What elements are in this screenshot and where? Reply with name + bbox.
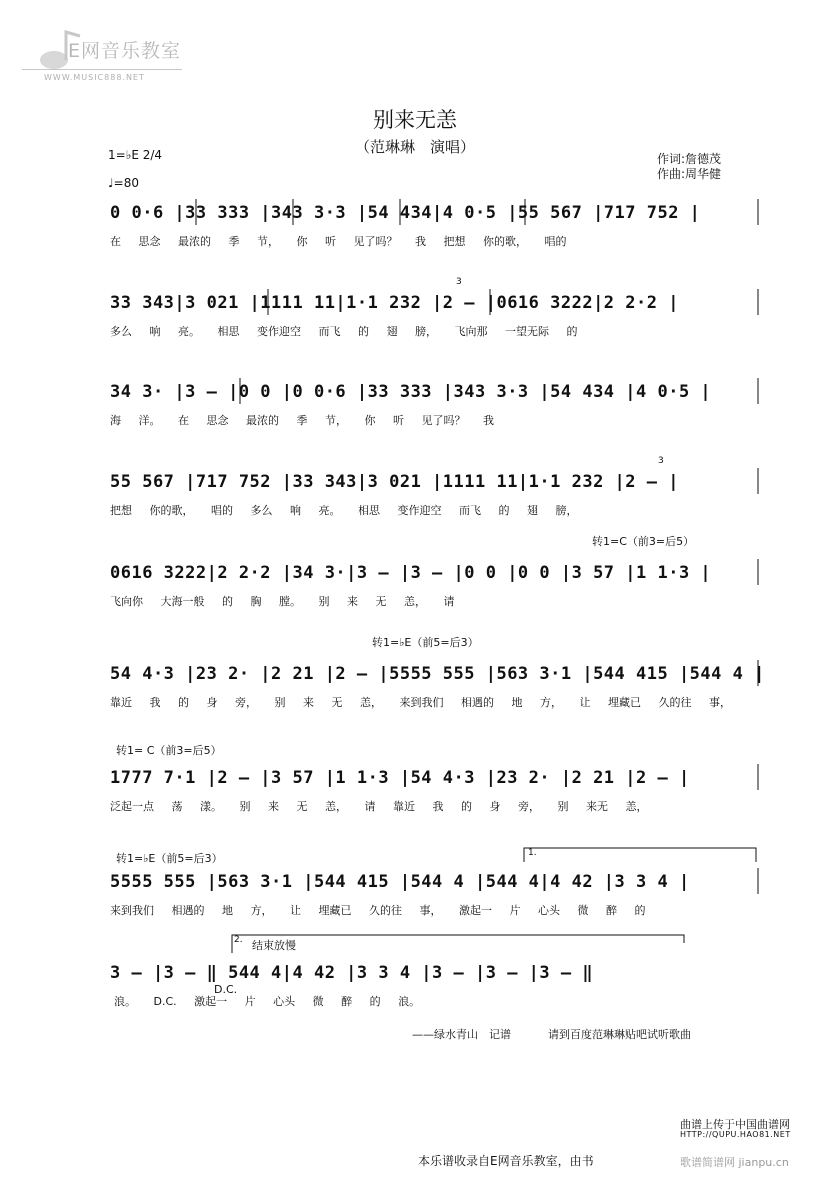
composer: 作曲:周华健 bbox=[657, 167, 722, 181]
notes: 33 343|3 021 |1111 11|1·1 232 |2 — |0616 3222|2 2·2 | bbox=[110, 293, 679, 313]
notes: 55 567 |717 752 |33 343|3 021 |1111 11|1·1 232 |2 — | bbox=[110, 472, 679, 492]
logo-divider bbox=[22, 69, 182, 70]
upload-source: 曲谱上传于中国曲谱网 bbox=[680, 1118, 790, 1131]
modulation-mark: 转1=C（前3=后5） bbox=[592, 535, 695, 548]
lyrics: 把想 你的歌， 唱的 多么 响 亮。 相思 变作迎空 而飞 的 翅 膀， bbox=[110, 504, 578, 517]
lyrics: 飞向你 大海一般 的 胸 膛。 别 来 无 恙， 请 bbox=[110, 595, 455, 608]
lyrics: 靠近 我 的 身 旁， 别 来 无 恙， 来到我们 相遇的 地 方， 让 埋藏已 久的往 事， bbox=[110, 696, 731, 709]
lyrics: 浪。 D.C. 激起一 片 心头 微 醉 的 浪。 bbox=[114, 995, 421, 1008]
volta-2-label: 2. bbox=[234, 935, 243, 945]
notes: 0616 3222|2 2·2 |34 3·|3 — |3 — |0 0 |0 0 |3 57 |1 1·3 | bbox=[110, 563, 712, 583]
score-row-3 bbox=[110, 374, 760, 464]
ending-mark: 结束放慢 bbox=[252, 939, 296, 952]
logo-url: WWW.MUSIC888.NET bbox=[44, 73, 145, 82]
volta-bracket bbox=[110, 846, 760, 866]
notes: 54 4·3 |23 2· |2 21 |2 — |5555 555 |563 3·1 |544 415 |544 4 | bbox=[110, 664, 765, 684]
bottom-watermark: 歌谱简谱网 jianpu.cn bbox=[680, 1156, 789, 1169]
lyrics: 多么 响 亮。 相思 变作迎空 而飞 的 翅 膀， 飞向那 一望无际 的 bbox=[110, 325, 578, 338]
listen-note: 请到百度范琳琳贴吧试听歌曲 bbox=[548, 1028, 691, 1041]
modulation-mark: 转1= C（前3=后5） bbox=[116, 744, 222, 757]
notes: 1777 7·1 |2 — |3 57 |1 1·3 |54 4·3 |23 2· |2 21 |2 — | bbox=[110, 768, 690, 788]
logo-text: E网音乐教室 bbox=[68, 40, 182, 62]
lyrics: 海 洋。 在 思念 最浓的 季 节， 你 听 见了吗？ 我 bbox=[110, 414, 494, 427]
tempo-mark: ♩=80 bbox=[108, 176, 139, 190]
lyrics: 来到我们 相遇的 地 方， 让 埋藏已 久的往 事， 激起一 片 心头 微 醉 的 bbox=[110, 904, 646, 917]
notes: 34 3· |3 — |0 0 |0 0·6 |33 333 |343 3·3 |54 434 |4 0·5 | bbox=[110, 382, 712, 402]
singer: （范琳琳 演唱） bbox=[354, 138, 475, 156]
song-title: 别来无恙 bbox=[373, 108, 457, 132]
transcriber: ——绿水青山 记谱 bbox=[412, 1028, 511, 1041]
key-signature: 1=♭E 2/4 bbox=[108, 148, 163, 162]
score-row-7 bbox=[110, 744, 760, 850]
notes: 0 0·6 |33 333 |343 3·3 |54 434|4 0·5 |55 567 |717 752 | bbox=[110, 203, 701, 223]
notes: 3 — |3 — ‖ 544 4|4 42 |3 3 4 |3 — |3 — |3 — ‖ bbox=[110, 963, 594, 983]
lyricist: 作词:詹德茂 bbox=[657, 152, 722, 166]
dc-mark: D.C. bbox=[214, 983, 238, 996]
lyrics: 泛起一点 荡 漾。 别 来 无 恙， 请 靠近 我 的 身 旁， 别 来无 恙， bbox=[110, 800, 648, 813]
modulation-mark: 转1=♭E（前5=后3） bbox=[372, 636, 479, 649]
score-row-5 bbox=[110, 535, 760, 645]
upload-url: HTTP://QUPU.HAO81.NET bbox=[680, 1130, 791, 1139]
modulation-mark: 转1=♭E（前5=后3） bbox=[116, 852, 223, 865]
volta-1-label: 1. bbox=[528, 848, 537, 858]
triplet-mark: 3 bbox=[658, 456, 664, 466]
volta-bracket bbox=[110, 933, 760, 957]
score-row-6 bbox=[110, 636, 765, 746]
source-line: 本乐谱收录自E网音乐教室，由书 bbox=[418, 1154, 594, 1168]
score-row-1 bbox=[110, 195, 760, 285]
lyrics: 在 思念 最浓的 季 节， 你 听 见了吗？ 我 把想 你的歌， 唱的 bbox=[110, 235, 567, 248]
triplet-mark: 3 bbox=[456, 277, 462, 287]
score-row-2 bbox=[110, 277, 760, 375]
notes: 5555 555 |563 3·1 |544 415 |544 4 |544 4|4 42 |3 3 4 | bbox=[110, 872, 690, 892]
